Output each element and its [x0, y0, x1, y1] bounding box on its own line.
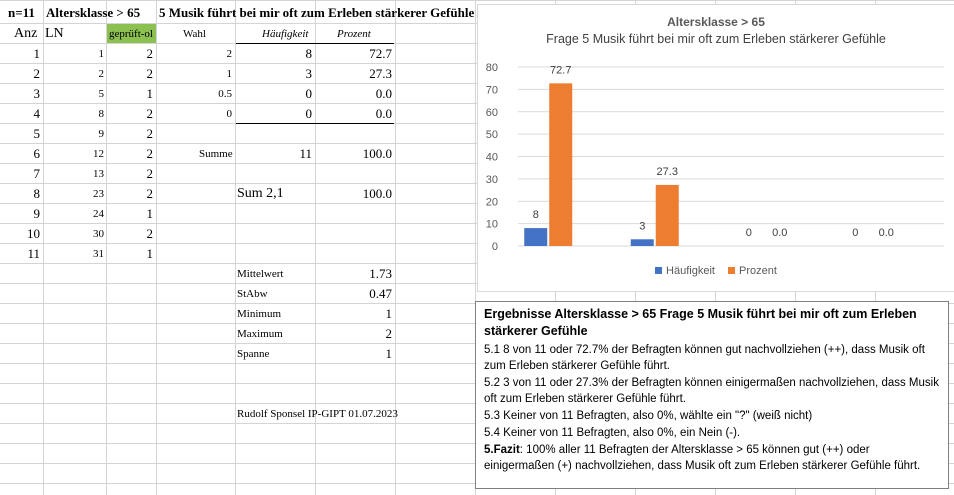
- row-ln: 8: [98, 108, 104, 120]
- stat-label: Maximum: [237, 328, 283, 340]
- col-header-ln: LN: [45, 26, 64, 41]
- row-anz: 10: [27, 226, 40, 241]
- sum21-label: Sum 2,1: [237, 186, 284, 201]
- y-tick-label: 10: [485, 218, 498, 231]
- row-anz: 6: [33, 146, 40, 161]
- stat-value: 1: [385, 346, 392, 361]
- stat-label: Spanne: [237, 348, 270, 360]
- data-label: 3: [639, 220, 646, 233]
- row-ln: 24: [93, 208, 104, 220]
- row-value: 2: [146, 46, 153, 61]
- data-label: 0.0: [878, 227, 894, 239]
- chart-subtitle: Frage 5 Musik führt bei mir oft zum Erleben stärkerer Gefühle: [546, 32, 886, 46]
- data-label: 27.3: [656, 165, 678, 178]
- row-ln: 31: [93, 248, 104, 260]
- row-value: 1: [146, 86, 153, 101]
- row-anz: 7: [33, 166, 40, 181]
- row-anz: 8: [33, 186, 40, 201]
- y-tick-label: 30: [485, 173, 498, 186]
- n-count: n=11: [8, 5, 35, 20]
- summe-haeufigkeit: 11: [299, 146, 312, 161]
- row-anz: 2: [33, 66, 40, 81]
- y-tick-label: 20: [485, 196, 498, 209]
- data-label: 8: [532, 209, 539, 222]
- prozent-value: 0.0: [375, 106, 392, 121]
- col-header-wahl: Wahl: [183, 28, 206, 40]
- fazit-label: 5.Fazit: [484, 444, 520, 456]
- legend-swatch-haeufigkeit: [655, 267, 662, 274]
- row-ln: 13: [93, 168, 104, 180]
- stat-value: 2: [385, 326, 392, 341]
- result-5-1: 5.1 8 von 11 oder 72.7% der Befragten können gut nachvollziehen (++), dass Musik oft zum Erleben stärkerer Gefühle führt.: [484, 344, 925, 372]
- bar-prozent: [549, 83, 572, 246]
- row-ln: 23: [93, 188, 104, 200]
- row-anz: 3: [33, 86, 40, 101]
- bar-chart[interactable]: [477, 4, 954, 292]
- stat-label: StAbw: [237, 288, 268, 300]
- summe-label: Summe: [199, 148, 233, 160]
- bar-haeufigkeit: [631, 239, 654, 246]
- stat-label: Minimum: [237, 308, 282, 320]
- row-value: 2: [146, 146, 153, 161]
- result-5-2: 5.2 3 von 11 oder 27.3% der Befragten können einigermaßen nachvollziehen, dass Musik oft zum Erleben stärkerer Gefühle führt.: [484, 377, 939, 405]
- legend-swatch-prozent: [728, 267, 735, 274]
- row-value: 2: [146, 66, 153, 81]
- prozent-value: 72.7: [369, 46, 392, 61]
- row-anz: 5: [33, 126, 40, 141]
- data-label: 0.0: [772, 227, 788, 239]
- fazit-text: : 100% aller 11 Befragten der Altersklasse > 65 können gut (++) oder einigermaßen (+) nachvollziehen, dass Musik oft zum Erleben stärkerer Gefühle führt.: [484, 444, 921, 472]
- bar-haeufigkeit: [524, 228, 547, 246]
- row-value: 2: [146, 186, 153, 201]
- legend-label-haeufigkeit: Häufigkeit: [666, 265, 715, 277]
- chart-legend: [478, 265, 954, 277]
- sum21-prozent: 100.0: [362, 186, 392, 201]
- row-ln: 9: [98, 128, 104, 140]
- row-ln: 30: [93, 228, 104, 240]
- row-value: 2: [146, 226, 153, 241]
- results-textbox: [475, 301, 949, 489]
- haeufigkeit-value: 0: [305, 86, 312, 101]
- col-header-prozent: Prozent: [337, 28, 371, 40]
- row-value: 1: [146, 246, 153, 261]
- data-label: 0: [852, 227, 859, 239]
- wahl-value: 0: [226, 108, 232, 120]
- row-anz: 4: [33, 106, 40, 121]
- legend-label-prozent: Prozent: [739, 265, 777, 277]
- col-header-geprueft: geprüft-ol: [107, 24, 156, 43]
- frage-header: 5 Musik führt bei mir oft zum Erleben stärkerer Gefühle: [159, 5, 475, 20]
- y-tick-label: 50: [485, 129, 498, 142]
- result-5-3: 5.3 Keiner von 11 Befragten, also 0%, wählte ein "?" (weiß nicht): [484, 410, 813, 422]
- wahl-value: 1: [226, 68, 232, 80]
- stat-value: 0.47: [369, 286, 392, 301]
- wahl-value: 2: [226, 48, 232, 60]
- row-anz: 9: [33, 206, 40, 221]
- row-ln: 5: [98, 88, 104, 100]
- summe-prozent: 100.0: [362, 146, 392, 161]
- author-credit: Rudolf Sponsel IP-GIPT 01.07.2023: [237, 408, 398, 420]
- row-value: 2: [146, 166, 153, 181]
- results-title: Ergebnisse Altersklasse > 65 Frage 5 Musik führt bei mir oft zum Erleben stärkerer Gefühle: [484, 307, 917, 338]
- row-ln: 1: [98, 48, 104, 60]
- row-value: 2: [146, 126, 153, 141]
- bar-prozent: [656, 185, 679, 246]
- altersklasse-header: Altersklasse > 65: [46, 5, 141, 20]
- y-tick-label: 0: [491, 241, 498, 253]
- haeufigkeit-value: 3: [305, 66, 312, 81]
- data-label: 0: [745, 227, 752, 239]
- result-fazit: [484, 442, 940, 474]
- data-label: 72.7: [550, 64, 572, 77]
- result-5-4: 5.4 Keiner von 11 Befragten, also 0%, ein Nein (-).: [484, 427, 741, 439]
- row-value: 2: [146, 106, 153, 121]
- y-tick-label: 40: [485, 151, 498, 164]
- row-anz: 11: [27, 246, 40, 261]
- chart-title: Altersklasse > 65: [667, 15, 765, 29]
- stat-value: 1: [385, 306, 392, 321]
- stat-label: Mittelwert: [237, 268, 284, 280]
- prozent-value: 0.0: [375, 86, 392, 101]
- row-anz: 1: [33, 46, 40, 61]
- row-ln: 12: [93, 148, 104, 160]
- wahl-value: 0.5: [218, 88, 232, 100]
- row-value: 1: [146, 206, 153, 221]
- chart-plot: [478, 5, 954, 291]
- y-tick-label: 70: [485, 84, 498, 97]
- row-ln: 2: [98, 68, 104, 80]
- y-tick-label: 80: [485, 62, 498, 74]
- haeufigkeit-value: 8: [305, 46, 312, 61]
- col-header-haeufigkeit: Häufigkeit: [262, 28, 309, 40]
- y-tick-label: 60: [485, 106, 498, 119]
- stat-value: 1.73: [369, 266, 392, 281]
- col-header-anz: Anz: [14, 26, 38, 41]
- haeufigkeit-value: 0: [305, 106, 312, 121]
- prozent-value: 27.3: [369, 66, 392, 81]
